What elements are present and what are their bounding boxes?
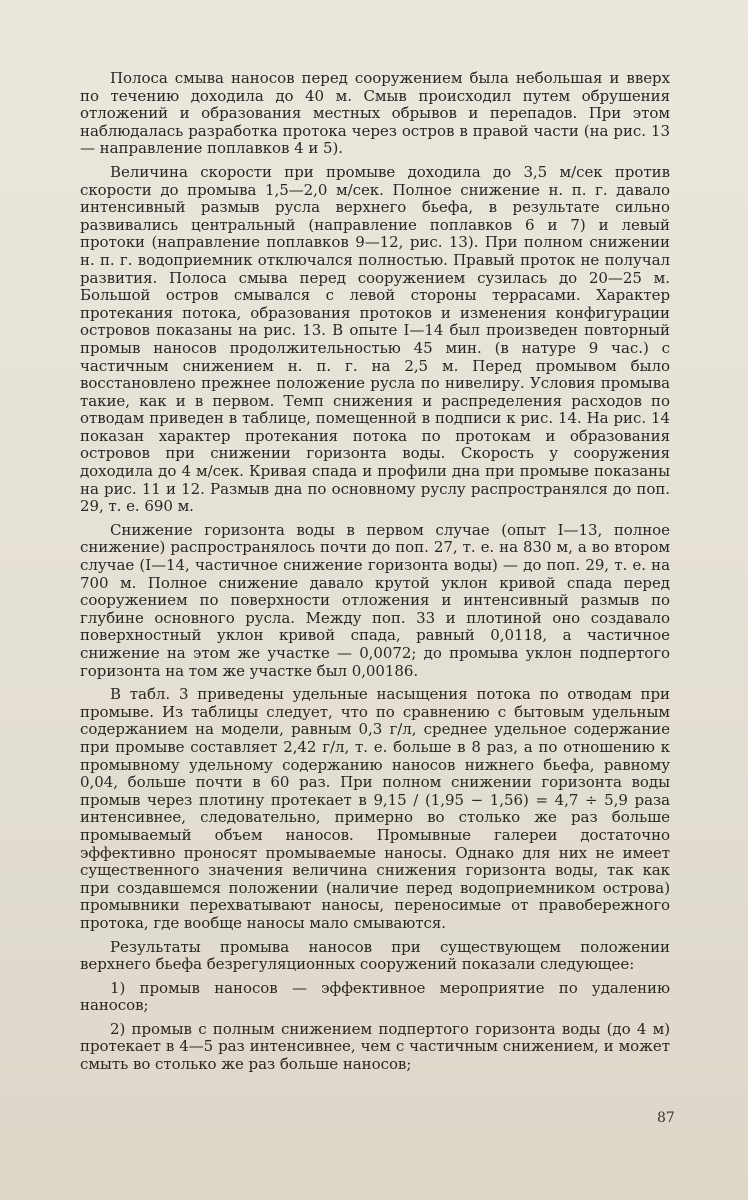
page-number: 87 xyxy=(657,1110,675,1126)
paragraph-5: Результаты промыва наносов при существующем положении верхнего бьефа безрегуляционных сооружений показали следующее: xyxy=(80,937,670,974)
paragraph-3: Снижение горизонта воды в первом случае (опыт I—13, полное снижение) распространялось почти до поп. 27, т. е. на 830 м, а во втором случае (I—14, частичное снижение горизонта воды) — до поп. 29, т. е. на 700 м. Полное снижение давало крутой уклон кривой спада перед сооружением по поверхности отложения и интенсивный размыв по глубине основного русла. Между поп. 33 и плотиной оно создавало поверхностный уклон кривой спада, равный 0,0118, а частичное снижение на этом же участке — 0,0072; до промыва уклон подпертого горизонта на том же участке был 0,00186. xyxy=(80,520,670,680)
paragraph-2: Величина скорости при промыве доходила до 3,5 м/сек против скорости до промыва 1,5—2,0 м/сек. Полное снижение н. п. г. давало интенсивный размыв русла верхнего бьефа, в результате сильно развивались центральный (направление поплавков 6 и 7) и левый протоки (направление поплавков 9—12, рис. 13). При полном снижении н. п. г. водоприемник отключался полностью. Правый проток не получал развития. Полоса смыва перед сооружением сузилась до 20—25 м. Большой остров смывался с левой стороны террасами. Характер протекания потока, образования протоков и изменения конфигурации островов показаны на рис. 13. В опыте I—14 был произведен повторный промыв наносов продолжительностью 45 мин. (в натуре 9 час.) с частичным снижением н. п. г. на 2,5 м. Перед промывом было восстановлено прежнее положение русла по нивелиру. Условия промыва такие, как и в первом. Темп снижения и распределения расходов по отводам приведен в таблице, помещенной в подписи к рис. 14. На рис. 14 показан характер протекания потока по протокам и образования островов при снижении горизонта воды. Скорость у сооружения доходила до 4 м/сек. Кривая спада и профили дна при промыве показаны на рис. 11 и 12. Размыв дна по основному руслу распространялся до поп. 29, т. е. 690 м. xyxy=(80,162,670,516)
body-text xyxy=(80,70,670,1074)
list-item-2: 2) промыв с полным снижением подпертого горизонта воды (до 4 м) протекает в 4—5 раз интенсивнее, чем с частичным снижением, и может смыть во столько же раз больше наносов; xyxy=(80,1019,670,1074)
paragraph-1: Полоса смыва наносов перед сооружением была небольшая и вверх по течению доходила до 40 м. Смыв происходил путем обрушения отложений и образования местных обрывов и перепадов. При этом наблюдалась разработка протока через остров в правой части (на рис. 13 — направление поплавков 4 и 5). xyxy=(80,69,670,158)
paragraph-4: В табл. 3 приведены удельные насыщения потока по отводам при промыве. Из таблицы следует, что по сравнению с бытовым удельным содержанием на модели, равным 0,3 г/л, среднее удельное содержание при промыве составляет 2,42 г/л, т. е. больше в 8 раз, а по отношению к промывному удельному содержанию наносов нижнего бьефа, равному 0,04, больше почти в 60 раз. При полном снижении горизонта воды промыв через плотину протекает в 9,15 / (1,95 − 1,56) = 4,7 ÷ 5,9 раза интенсивнее, следовательно, примерно во столько же раз больше промываемый объем наносов. Промывные галереи достаточно эффективно проносят промываемые наносы. Однако для них не имеет существенного значения величина снижения горизонта воды, так как при создавшемся положении (наличие перед водоприемником острова) промывники перехватывают наносы, переносимые от правобережного протока, где вообще наносы мало смываются. xyxy=(80,685,670,932)
list-item-1: 1) промыв наносов — эффективное мероприятие по удалению наносов; xyxy=(80,978,670,1015)
